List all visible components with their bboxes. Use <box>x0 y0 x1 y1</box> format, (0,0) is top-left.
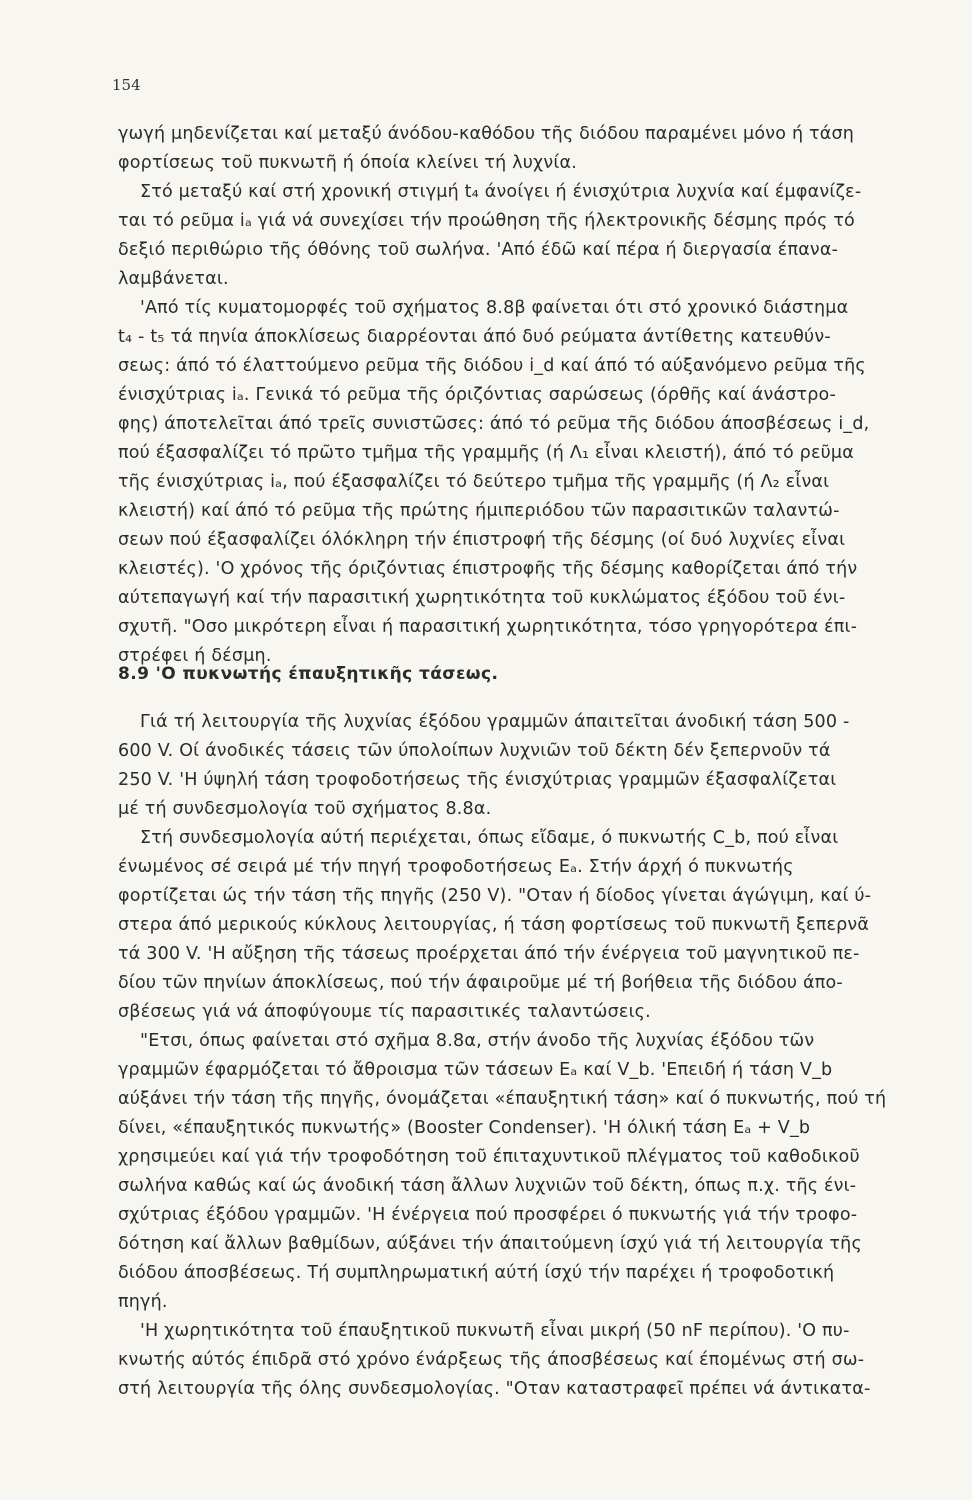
text-line: τά 300 V. 'Η αὔξηση τῆς τάσεως προέρχεται άπό τήν ένέργεια τοῦ μαγνητικοῦ πε- <box>118 944 860 964</box>
text-line: δεξιό περιθώριο τῆς όθόνης τοῦ σωλήνα. 'Από έδῶ καί πέρα ή διεργασία έπανα- <box>118 240 839 260</box>
text-line: σεως: άπό τό έλαττούμενο ρεῦμα τῆς διόδου i_d καί άπό τό αύξανόμενο ρεῦμα τῆς <box>118 356 866 376</box>
text-line: κνωτής αύτός έπιδρᾶ στό χρόνο ένάρξεως τῆς άποσβέσεως καί έπομένως στή σω- <box>118 1350 865 1370</box>
text-line: πηγή. <box>118 1292 168 1312</box>
text-line: φορτίζεται ώς τήν τάση τῆς πηγῆς (250 V). "Οταν ή δίοδος γίνεται άγώγιμη, καί ύ- <box>118 886 872 906</box>
text-line: σωλήνα καθώς καί ώς άνοδική τάση ἄλλων λυχνιῶν τοῦ δέκτη, όπως π.χ. τῆς ένι- <box>118 1176 857 1196</box>
text-line: 'Από τίς κυματομορφές τοῦ σχήματος 8.8β φαίνεται ότι στό χρονικό διάστημα <box>140 298 849 318</box>
text-line: στερα άπό μερικούς κύκλους λειτουργίας, ή τάση φορτίσεως τοῦ πυκνωτῆ ξεπερνᾶ <box>118 915 870 935</box>
text-line: φορτίσεως τοῦ πυκνωτῆ ή όποία κλείνει τή λυχνία. <box>118 153 577 173</box>
text-line: 'Η χωρητικότητα τοῦ έπαυξητικοῦ πυκνωτῆ εἶναι μικρή (50 nF περίπου). 'Ο πυ- <box>140 1321 850 1341</box>
text-line: σβέσεως γιά νά άποφύγουμε τίς παρασιτικές ταλαντώσεις. <box>118 1002 651 1022</box>
text-line: στή λειτουργία τῆς όλης συνδεσμολογίας. "Οταν καταστραφεῖ πρέπει νά άντικατα- <box>118 1379 871 1399</box>
text-line: σεων πού έξασφαλίζει όλόκληρη τήν έπιστροφή τῆς δέσμης (οί δυό λυχνίες εἶναι <box>118 530 846 550</box>
paragraphs-top <box>118 120 938 671</box>
page-number: 154 <box>112 76 141 94</box>
text-line: t₄ - t₅ τά πηνία άποκλίσεως διαρρέονται άπό δυό ρεύματα άντίθετης κατευθύν- <box>118 327 831 347</box>
text-line: σχύτριας έξόδου γραμμῶν. 'Η ένέργεια πού προσφέρει ό πυκνωτής γιά τήν τροφο- <box>118 1205 858 1225</box>
text-line: ένωμένος σέ σειρά μέ τήν πηγή τροφοδοτήσεως Eₐ. Στήν άρχή ό πυκνωτής <box>118 857 794 877</box>
text-line: κλειστές). 'Ο χρόνος τῆς όριζόντιας έπιστροφῆς τῆς δέσμης καθορίζεται άπό τήν <box>118 559 858 579</box>
text-line: 250 V. 'Η ύψηλή τάση τροφοδοτήσεως τῆς ένισχύτριας γραμμῶν έξασφαλίζεται <box>118 770 837 790</box>
text-line: μέ τή συνδεσμολογία τοῦ σχήματος 8.8α. <box>118 799 492 819</box>
text-line: σχυτῆ. "Οσο μικρότερη εἶναι ή παρασιτική χωρητικότητα, τόσο γρηγορότερα έπι- <box>118 617 858 637</box>
text-line: γραμμῶν έφαρμόζεται τό ἄθροισμα τῶν τάσεων Eₐ καί V_b. 'Επειδή ή τάση V_b <box>118 1060 833 1080</box>
text-line: λαμβάνεται. <box>118 269 229 289</box>
text-line: διόδου άποσβέσεως. Τή συμπληρωματική αύτή ίσχύ τήν παρέχει ή τροφοδοτική <box>118 1263 835 1283</box>
text-line: κλειστή) καί άπό τό ρεῦμα τῆς πρώτης ήμιπεριόδου τῶν παρασιτικῶν ταλαντώ- <box>118 501 840 521</box>
text-line: Στή συνδεσμολογία αύτή περιέχεται, όπως εἴδαμε, ό πυκνωτής C_b, πού εἶναι <box>140 828 839 848</box>
section-heading: 8.9 'Ο πυκνωτής έπαυξητικῆς τάσεως. <box>118 664 499 684</box>
text-line: στρέφει ή δέσμη. <box>118 646 272 666</box>
paragraphs-bottom <box>118 708 938 1404</box>
text-line: Στό μεταξύ καί στή χρονική στιγμή t₄ άνοίγει ή ένισχύτρια λυχνία καί έμφανίζε- <box>140 182 862 202</box>
text-line: δίου τῶν πηνίων άποκλίσεως, πού τήν άφαιροῦμε μέ τή βοήθεια τῆς διόδου άπο- <box>118 973 843 993</box>
text-line: αύτεπαγωγή καί τήν παρασιτική χωρητικότητα τοῦ κυκλώματος έξόδου τοῦ ένι- <box>118 588 846 608</box>
text-line: "Ετσι, όπως φαίνεται στό σχῆμα 8.8α, στήν άνοδο τῆς λυχνίας έξόδου τῶν <box>140 1031 815 1051</box>
text-line: δότηση καί ἄλλων βαθμίδων, αύξάνει τήν άπαιτούμενη ίσχύ γιά τή λειτουργία τῆς <box>118 1234 862 1254</box>
text-line: 600 V. Οί άνοδικές τάσεις τῶν ύπολοίπων λυχνιῶν τοῦ δέκτη δέν ξεπερνοῦν τά <box>118 741 831 761</box>
text-line: δίνει, «έπαυξητικός πυκνωτής» (Booster Condenser). 'Η όλική τάση Eₐ + V_b <box>118 1118 811 1138</box>
text-line: Γιά τή λειτουργία τῆς λυχνίας έξόδου γραμμῶν άπαιτεῖται άνοδική τάση 500 - <box>140 712 850 732</box>
text-line: φης) άποτελεῖται άπό τρεῖς συνιστῶσες: άπό τό ρεῦμα τῆς διόδου άποσβέσεως i_d, <box>118 414 870 434</box>
text-line: τῆς ένισχύτριας iₐ, πού έξασφαλίζει τό δεύτερο τμῆμα τῆς γραμμῆς (ή Λ₂ εἶναι <box>118 472 830 492</box>
text-line: γωγή μηδενίζεται καί μεταξύ άνόδου-καθόδου τῆς διόδου παραμένει μόνο ή τάση <box>118 124 855 144</box>
text-line: χρησιμεύει καί γιά τήν τροφοδότηση τοῦ έπιταχυντικοῦ πλέγματος τοῦ καθοδικοῦ <box>118 1147 860 1167</box>
text-line: αύξάνει τήν τάση τῆς πηγῆς, όνομάζεται «έπαυξητική τάση» καί ό πυκνωτής, πού τή <box>118 1089 887 1109</box>
text-line: ένισχύτριας iₐ. Γενικά τό ρεῦμα τῆς όριζόντιας σαρώσεως (όρθῆς καί άνάστρο- <box>118 385 836 405</box>
text-line: ται τό ρεῦμα iₐ γιά νά συνεχίσει τήν προώθηση τῆς ήλεκτρονικῆς δέσμης πρός τό <box>118 211 855 231</box>
text-line: πού έξασφαλίζει τό πρῶτο τμῆμα τῆς γραμμῆς (ή Λ₁ εἶναι κλειστή), άπό τό ρεῦμα <box>118 443 854 463</box>
